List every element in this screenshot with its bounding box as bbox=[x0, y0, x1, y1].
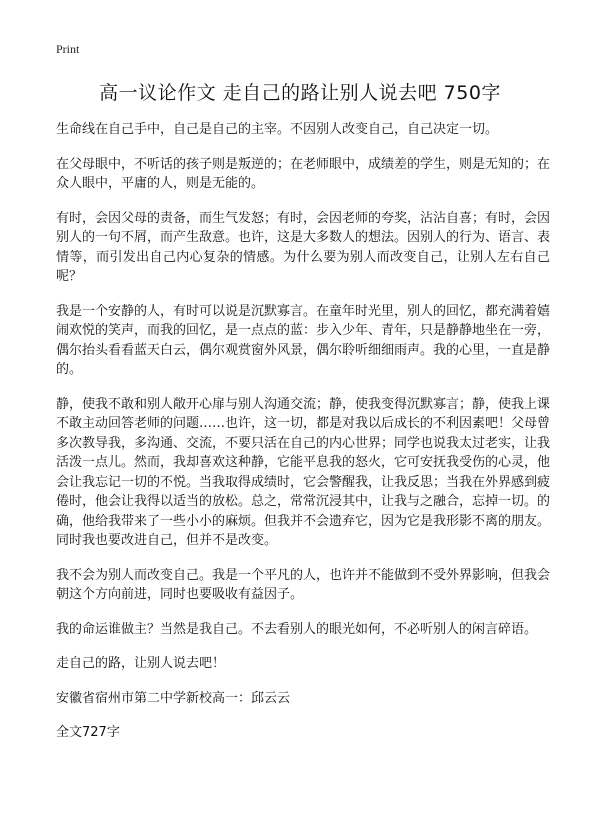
article-title: 高一议论作文 走自己的路让别人说去吧 750字 bbox=[99, 82, 501, 104]
paragraph-4: 我是一个安静的人，有时可以说是沉默寡言。在童年时光里，别人的回忆，都充满着嬉闹欢悦的笑声，而我的回忆，是一点点的蓝：步入少年、青年，只是静静地坐在一旁，偶尔抬头看看蓝天白云，偶尔观赏窗外风景，偶尔聆听细细雨声。我的心里，一直是静的。 bbox=[56, 303, 551, 377]
word-count: 全文727字 bbox=[56, 725, 120, 740]
paragraph-2: 在父母眼中，不听话的孩子则是叛逆的；在老师眼中，成绩差的学生，则是无知的；在众人眼中，平庸的人，则是无能的。 bbox=[56, 156, 551, 191]
print-link[interactable]: Print bbox=[56, 42, 80, 56]
article-body bbox=[56, 120, 550, 758]
paragraph-7: 我的命运谁做主？当然是我自己。不去看别人的眼光如何，不必听别人的闲言碎语。 bbox=[56, 621, 538, 637]
paragraph-1: 生命线在自己手中，自己是自己的主宰。不因别人改变自己，自己决定一切。 bbox=[56, 122, 499, 137]
closing-line: 走自己的路，让别人说去吧！ bbox=[56, 656, 226, 671]
paragraph-3: 有时，会因父母的责备，而生气发怒；有时，会因老师的夸奖，沾沾自喜；有时，会因别人的一句不屑，而产生敌意。也许，这是大多数人的想法。因别人的行为、语言、表情等，而引发出自己内心复杂的情感。为什么要为别人而改变自己，让别人左右自己呢？ bbox=[56, 210, 551, 284]
paragraph-6: 我不会为别人而改变自己。我是一个平凡的人，也许并不能做到不受外界影响，但我会朝这个方向前进，同时也要吸收有益因子。 bbox=[56, 567, 551, 602]
paragraph-5: 静，使我不敢和别人敞开心扉与别人沟通交流；静，使我变得沉默寡言；静，使我上课不敢主动回答老师的问题……也许，这一切，都是对我以后成长的不利因素吧！父母曾多次教导我，多沟通、交流，不要只活在自己的内心世界；同学也说我太过老实，让我活泼一点儿。然而，我却喜欢这种静，它能平息我的怒火，它可安抚我受伤的心灵，他会让我忘记一切的不悦。当我取得成绩时，它会警醒我，让我反思；当我在外界感到疲倦时，他会让我得以适当的放松。总之，常常沉浸其中，让我与之融合，忘掉一切。的确，他给我带来了一些小小的麻烦。但我并不会遗弃它，因为它是我形影不离的朋友。同时我也要改进自己，但并不是改变。 bbox=[56, 396, 551, 548]
author-line: 安徽省宿州市第二中学新校高一：邱云云 bbox=[56, 690, 291, 706]
